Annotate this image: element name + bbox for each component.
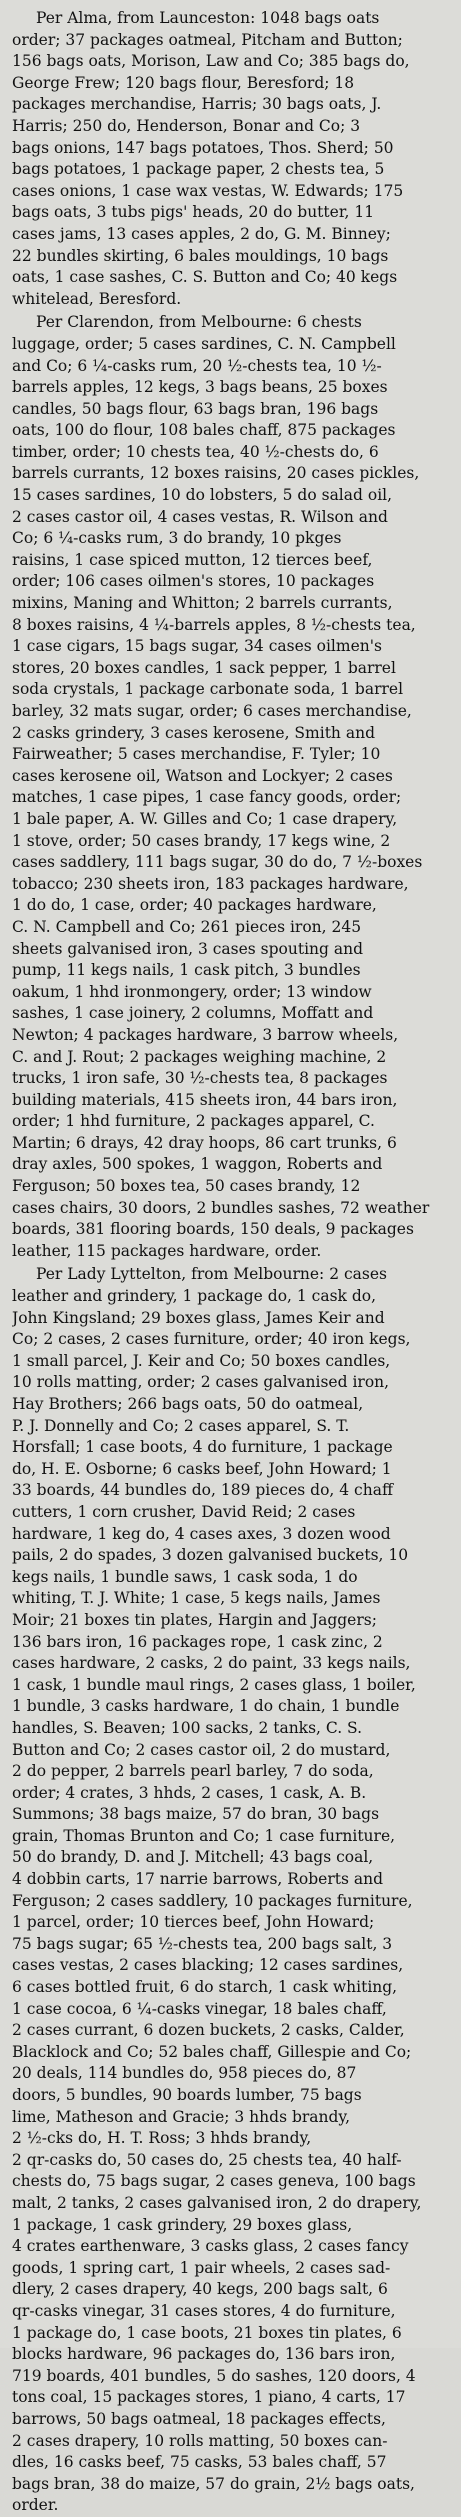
cargo-text-line: order; 4 crates, 3 hhds, 2 cases, 1 cask, A. B. — [12, 1783, 367, 1802]
cargo-text-line: 1 package, 1 cask grindery, 29 boxes glass, — [12, 2215, 353, 2234]
cargo-text-line: cutters, 1 corn crusher, David Reid; 2 cases — [12, 1502, 356, 1521]
cargo-text-line: 1 case cocoa, 6 ¼-casks vinegar, 18 bales chaff, — [12, 1999, 387, 2018]
cargo-text-line: bags oats, 3 tubs pigs' heads, 20 do butter, 11 — [12, 203, 375, 222]
cargo-text-line: 1 case cigars, 15 bags sugar, 34 cases oilmen's — [12, 637, 382, 656]
cargo-text-line: George Frew; 120 bags flour, Beresford; 18 — [12, 73, 355, 92]
cargo-text-line: dray axles, 500 spokes, 1 waggon, Roberts and — [12, 1155, 383, 1174]
cargo-text-line: dles, 16 casks beef, 75 casks, 53 bales chaff, 57 — [12, 2453, 387, 2472]
cargo-text-line: 2 do pepper, 2 barrels pearl barley, 7 do soda, — [12, 1762, 374, 1781]
cargo-text-line: bags onions, 147 bags potatoes, Thos. Sherd; 50 — [12, 138, 394, 157]
cargo-text-line: cases onions, 1 case wax vestas, W. Edwards; 175 — [12, 181, 404, 200]
cargo-text-line: Harris; 250 do, Henderson, Bonar and Co; 3 — [12, 116, 361, 135]
cargo-text-line: Moir; 21 boxes tin plates, Hargin and Jaggers; — [12, 1610, 377, 1629]
cargo-text-line: malt, 2 tanks, 2 cases galvanised iron, 2 do drapery, — [12, 2193, 422, 2212]
shipment-entry — [12, 312, 451, 1262]
cargo-text-line: Co; 6 ¼-casks rum, 3 do brandy, 10 pkges — [12, 529, 342, 548]
cargo-text-line: oats, 100 do flour, 108 bales chaff, 875 packages — [12, 421, 396, 440]
cargo-text-line: matches, 1 case pipes, 1 case fancy goods, order; — [12, 788, 402, 807]
cargo-text-line: soda crystals, 1 package carbonate soda, 1 barrel — [12, 680, 404, 699]
shipment-entry — [12, 1264, 451, 2516]
cargo-text-line: Button and Co; 2 cases castor oil, 2 do mustard, — [12, 1740, 391, 1759]
cargo-text-line: chests do, 75 bags sugar, 2 cases geneva, 100 bags — [12, 2172, 416, 2191]
cargo-text-line: barrels apples, 12 kegs, 3 bags beans, 25 boxes — [12, 378, 388, 397]
cargo-text-line: do, H. E. Osborne; 6 casks beef, John Howard; 1 — [12, 1459, 392, 1478]
cargo-text-line: 6 cases bottled fruit, 6 do starch, 1 cask whiting, — [12, 1978, 398, 1997]
cargo-text-line: dlery, 2 cases drapery, 40 kegs, 200 bags salt, 6 — [12, 2280, 388, 2299]
cargo-text-line: 75 bags sugar; 65 ½-chests tea, 200 bags salt, 3 — [12, 1934, 393, 1953]
shipping-imports-list — [12, 8, 451, 2517]
cargo-text-line: whitelead, Beresford. — [12, 289, 182, 308]
cargo-text-line: 10 rolls matting, order; 2 cases galvanised iron, — [12, 1373, 390, 1392]
cargo-text-line: P. J. Donnelly and Co; 2 cases apparel, S. T. — [12, 1416, 350, 1435]
cargo-text-line: Co; 2 cases, 2 cases furniture, order; 40 iron kegs, — [12, 1330, 411, 1349]
cargo-text-line: barrels currants, 12 boxes raisins, 20 cases pickles, — [12, 464, 420, 483]
cargo-text-line: goods, 1 spring cart, 1 pair wheels, 2 cases sad- — [12, 2258, 391, 2277]
cargo-text-line: doors, 5 bundles, 90 boards lumber, 75 bags — [12, 2086, 362, 2104]
cargo-text-line: 20 deals, 114 bundles do, 958 pieces do, 87 — [12, 2064, 357, 2083]
cargo-text-line: 1 bale paper, A. W. Gilles and Co; 1 case drapery, — [12, 809, 398, 828]
cargo-text-line: candles, 50 bags flour, 63 bags bran, 196 bags — [12, 399, 379, 418]
cargo-text-line: kegs nails, 1 bundle saws, 1 cask soda, 1 do — [12, 1567, 358, 1586]
cargo-text-line: 1 parcel, order; 10 tierces beef, John Howard; — [12, 1913, 375, 1932]
cargo-text-line: 50 do brandy, D. and J. Mitchell; 43 bags coal, — [12, 1848, 374, 1867]
cargo-text-line: 1 stove, order; 50 cases brandy, 17 kegs wine, 2 — [12, 831, 391, 850]
cargo-text-line: 2 cases drapery, 10 rolls matting, 50 boxes can- — [12, 2431, 388, 2450]
cargo-text-line: oakum, 1 hhd ironmongery, order; 13 window — [12, 982, 372, 1001]
cargo-text-line: order; 1 hhd furniture, 2 packages apparel, C. — [12, 1112, 375, 1131]
cargo-text-line: 4 dobbin carts, 17 narrie barrows, Roberts and — [12, 1870, 384, 1889]
cargo-text-line: 1 cask, 1 bundle maul rings, 2 cases glass, 1 boiler, — [12, 1675, 416, 1694]
cargo-text-line: barrows, 50 bags oatmeal, 18 packages effects, — [12, 2409, 386, 2428]
cargo-text-line: cases vestas, 2 cases blacking; 12 cases sardines, — [12, 1956, 404, 1975]
cargo-text-line: whiting, T. J. White; 1 case, 5 kegs nails, James — [12, 1589, 381, 1608]
cargo-text-line: and Co; 6 ¼-casks rum, 20 ½-chests tea, 10 ½- — [12, 356, 382, 375]
cargo-text-line: 1 small parcel, J. Keir and Co; 50 boxes candles, — [12, 1351, 391, 1370]
cargo-text-line: cases saddlery, 111 bags sugar, 30 do do, 7 ½-boxes — [12, 853, 423, 872]
cargo-text-line: Ferguson; 2 cases saddlery, 10 packages furniture, — [12, 1891, 413, 1910]
cargo-text-line: C. and J. Rout; 2 packages weighing machine, 2 — [12, 1047, 387, 1066]
cargo-text-line: order. — [12, 2496, 59, 2515]
cargo-text-line: leather, 115 packages hardware, order. — [12, 1241, 322, 1260]
cargo-text-line: pails, 2 do spades, 3 dozen galvanised buckets, 10 — [12, 1546, 409, 1565]
cargo-text-line: 33 boards, 44 bundles do, 189 pieces do, 4 chaff — [12, 1481, 393, 1500]
cargo-text-line: cases hardware, 2 casks, 2 do paint, 33 kegs nails, — [12, 1654, 411, 1673]
cargo-text-line: Fairweather; 5 cases merchandise, F. Tyler; 10 — [12, 745, 381, 764]
cargo-text-line: cases jams, 13 cases apples, 2 do, G. M. Binney; — [12, 224, 391, 243]
cargo-text-line: oats, 1 case sashes, C. S. Button and Co; 40 kegs — [12, 268, 398, 287]
cargo-text-line: bags bran, 38 do maize, 57 do grain, 2½ bags oats, — [12, 2474, 415, 2493]
cargo-text-line: 2 ½-cks do, H. T. Ross; 3 hhds brandy, — [12, 2129, 312, 2148]
cargo-text-line: grain, Thomas Brunton and Co; 1 case furniture, — [12, 1826, 396, 1845]
cargo-text-line: 2 cases currant, 6 dozen buckets, 2 casks, Calder, — [12, 2021, 405, 2040]
cargo-text-line: hardware, 1 keg do, 4 cases axes, 3 dozen wood — [12, 1524, 391, 1543]
cargo-text-line: tobacco; 230 sheets iron, 183 packages hardware, — [12, 874, 409, 893]
cargo-text-line: pump, 11 kegs nails, 1 cask pitch, 3 bundles — [12, 961, 361, 980]
cargo-text-line: sheets galvanised iron, 3 cases spouting and — [12, 939, 364, 958]
cargo-text-line: 1 bundle, 3 casks hardware, 1 do chain, 1 bundle — [12, 1697, 400, 1716]
cargo-text-line: Newton; 4 packages hardware, 3 barrow wheels, — [12, 1025, 399, 1044]
cargo-text-line: mixins, Maning and Whitton; 2 barrels currants, — [12, 594, 393, 613]
cargo-text-line: 8 boxes raisins, 4 ¼-barrels apples, 8 ½-chests tea, — [12, 615, 416, 634]
shipment-entry — [12, 8, 451, 310]
cargo-text-line: qr-casks vinegar, 31 cases stores, 4 do furniture, — [12, 2301, 396, 2320]
cargo-text-line: 15 cases sardines, 10 do lobsters, 5 do salad oil, — [12, 486, 393, 505]
cargo-text-line: 2 cases castor oil, 4 cases vestas, R. Wilson and — [12, 507, 388, 526]
cargo-text-line: timber, order; 10 chests tea, 40 ½-chests do, 6 — [12, 442, 379, 461]
cargo-text-line: 2 qr-casks do, 50 cases do, 25 chests tea, 40 half- — [12, 2150, 402, 2169]
ship-heading-line: Per Clarendon, from Melbourne: 6 chests — [36, 313, 362, 332]
ship-heading-line: Per Alma, from Launceston: 1048 bags oats — [36, 9, 380, 27]
cargo-text-line: Hay Brothers; 266 bags oats, 50 do oatmeal, — [12, 1395, 364, 1413]
cargo-text-line: 1 package do, 1 case boots, 21 boxes tin plates, 6 — [12, 2323, 402, 2342]
cargo-text-line: raisins, 1 case spiced mutton, 12 tierces beef, — [12, 550, 373, 569]
cargo-text-line: lime, Matheson and Gracie; 3 hhds brandy, — [12, 2107, 351, 2126]
cargo-text-line: blocks hardware, 96 packages do, 136 bars iron, — [12, 2345, 396, 2364]
cargo-text-line: Summons; 38 bags maize, 57 do bran, 30 bags — [12, 1805, 380, 1824]
cargo-text-line: cases kerosene oil, Watson and Lockyer; 2 cases — [12, 766, 393, 785]
ship-heading-line: Per Lady Lyttelton, from Melbourne: 2 cases — [36, 1265, 387, 1284]
cargo-text-line: John Kingsland; 29 boxes glass, James Keir and — [12, 1308, 385, 1327]
cargo-text-line: sashes, 1 case joinery, 2 columns, Moffatt and — [12, 1004, 374, 1023]
cargo-text-line: 22 bundles skirting, 6 bales mouldings, 10 bags — [12, 246, 389, 265]
cargo-text-line: 719 boards, 401 bundles, 5 do sashes, 120 doors, 4 — [12, 2366, 416, 2385]
cargo-text-line: C. N. Campbell and Co; 261 pieces iron, 245 — [12, 917, 362, 936]
cargo-text-line: Horsfall; 1 case boots, 4 do furniture, 1 package — [12, 1438, 393, 1457]
cargo-text-line: 136 bars iron, 16 packages rope, 1 cask zinc, 2 — [12, 1632, 383, 1651]
cargo-text-line: 2 casks grindery, 3 cases kerosene, Smith and — [12, 723, 375, 742]
cargo-text-line: boards, 381 flooring boards, 150 deals, 9 packages — [12, 1220, 414, 1239]
cargo-text-line: Ferguson; 50 boxes tea, 50 cases brandy, 12 — [12, 1177, 361, 1196]
cargo-text-line: barley, 32 mats sugar, order; 6 cases merchandise, — [12, 702, 412, 720]
cargo-text-line: building materials, 415 sheets iron, 44 bars iron, — [12, 1090, 398, 1109]
cargo-text-line: stores, 20 boxes candles, 1 sack pepper, 1 barrel — [12, 658, 396, 677]
cargo-text-line: tons coal, 15 packages stores, 1 piano, 4 carts, 17 — [12, 2388, 406, 2407]
cargo-text-line: bags potatoes, 1 package paper, 2 chests tea, 5 — [12, 160, 385, 179]
cargo-text-line: 4 crates earthenware, 3 casks glass, 2 cases fancy — [12, 2237, 409, 2256]
cargo-text-line: packages merchandise, Harris; 30 bags oats, J. — [12, 95, 382, 114]
cargo-text-line: Blacklock and Co; 52 bales chaff, Gillespie and Co; — [12, 2042, 412, 2061]
cargo-text-line: Martin; 6 drays, 42 dray hoops, 86 cart trunks, 6 — [12, 1133, 397, 1152]
cargo-text-line: 156 bags oats, Morison, Law and Co; 385 bags do, — [12, 52, 410, 71]
cargo-text-line: 1 do do, 1 case, order; 40 packages hardware, — [12, 896, 377, 915]
cargo-text-line: luggage, order; 5 cases sardines, C. N. Campbell — [12, 334, 396, 353]
cargo-text-line: handles, S. Beaven; 100 sacks, 2 tanks, C. S. — [12, 1718, 363, 1737]
cargo-text-line: cases chairs, 30 doors, 2 bundles sashes, 72 weather — [12, 1198, 430, 1217]
cargo-text-line: trucks, 1 iron safe, 30 ½-chests tea, 8 packages — [12, 1069, 388, 1088]
cargo-text-line: leather and grindery, 1 package do, 1 cask do, — [12, 1287, 377, 1306]
cargo-text-line: order; 37 packages oatmeal, Pitcham and Button; — [12, 30, 403, 49]
cargo-text-line: order; 106 cases oilmen's stores, 10 packages — [12, 572, 375, 591]
